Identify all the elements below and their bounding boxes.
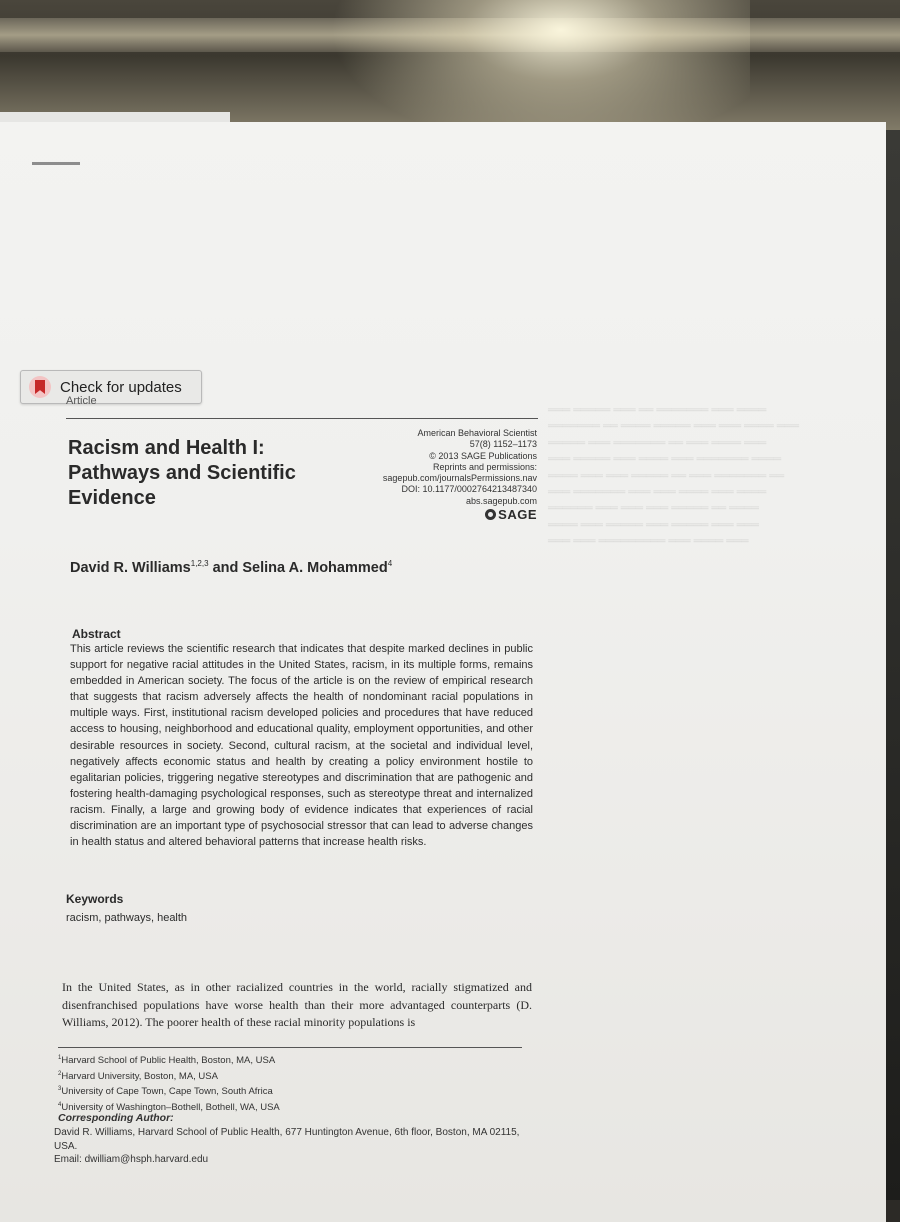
footnote-item: $^1$Harvard School of Public Health, Boston, MA, USA: [58, 1055, 276, 1067]
journal-site-link[interactable]: abs.sagepub.com: [465, 495, 537, 506]
author-conjunction: and: [208, 559, 243, 576]
journal-info: [340, 428, 537, 523]
journal-name: American Behavioral Scientist: [417, 428, 537, 438]
author-affiliation-marks: 1,2,3: [190, 559, 209, 568]
footnote-rule: [58, 1047, 522, 1048]
bookmark-icon: [29, 376, 51, 398]
abstract-heading: Abstract: [72, 627, 121, 641]
author-line: [70, 559, 392, 576]
title-line: Pathways and Scientific: [68, 462, 296, 484]
footnote-item: $^3$University of Cape Town, Cape Town, South Africa: [58, 1086, 273, 1098]
keywords-text: racism, pathways, health: [66, 912, 188, 924]
keywords-heading: Keywords: [66, 892, 124, 906]
email-label: Email:: [54, 1154, 85, 1165]
footnote-item: $^2$Harvard University, Boston, MA, USA: [58, 1070, 218, 1082]
publisher-logo: [340, 507, 537, 523]
affiliation-footnotes: [58, 1052, 280, 1115]
title-line: Evidence: [68, 487, 156, 509]
author-name: Selina A. Mohammed: [242, 559, 388, 576]
journal-copyright: © 2013 SAGE Publications: [429, 450, 537, 461]
check-for-updates-button[interactable]: [20, 370, 202, 404]
journal-doi: DOI: 10.1177/0002764213487340: [401, 484, 537, 495]
corresponding-author-heading: Corresponding Author:: [58, 1112, 174, 1124]
article-type-label: Article: [66, 395, 97, 407]
abstract-text: This article reviews the scientific research that indicates that despite marked declines in public support for negative racial attitudes in the United States, racism, in its multiple forms, remains embedded in American society. The focus of the article is on the review of empirical research that suggests that racism adversely affects the health of nondominant racial populations in multiple ways. First, institutional racism developed policies and procedures that have reduced access to housing, neighborhood and educational quality, employment opportunities, and other desirable resources in society. Second, cultural racism, at the societal and individual level, negatively affects economic status and health by creating a policy environment hostile to egalitarian policies, triggering negative stereotypes and discrimination that are pathogenic and fostering health-damaging psychological responses, such as stereotype threat and internalized racism. Finally, a large and growing body of evidence indicates that experiences of racial discrimination are an important type of psychosocial stressor that can lead to adverse changes in health status and altered behavioral patterns that increase health risks.: [70, 643, 533, 849]
corresponding-author-text: David R. Williams, Harvard School of Public Health, 677 Huntington Avenue, 6th floor, Boston, MA 02115, USA.: [54, 1127, 520, 1152]
corresponding-email: [54, 1154, 208, 1165]
body-paragraph: In the United States, as in other racialized countries in the world, racially stigmatized and disenfranchised populations have worse health than their more advantaged counterparts (D. Williams, 2012). The poorer health of these racial minority populations is: [62, 980, 532, 1029]
publisher-logo-text: SAGE: [498, 507, 537, 523]
show-through-text: ═══ ═════ ═══ ══ ═══════ ═══ ════ ═══════ ══ ════ ═════ ═══ ═══ ════ ═══ ═════ ═══ ═══════ ══ ═══ ════ ═══ ═══ ═════ ═══ ════ ═══ ═══════ ════ ════ ═══ ═══ ═════ ══ ═══ ═══════ ══ ═══ ═══════ ═══ ═══ ════ ═══ ════ ══════ ═══ ═══ ═══ ═════ ══ ════ ════ ═══ ═════ ═══ ═════ ═══ ═══ ═══ ═══ ═════════ ═══ ════ ═══: [548, 404, 800, 548]
staple: [32, 162, 80, 165]
sage-logo-icon: [485, 509, 496, 520]
check-for-updates-label: Check for updates: [60, 378, 182, 396]
journal-reprints: Reprints and permissions:: [432, 461, 537, 472]
author-name: David R. Williams: [70, 559, 191, 576]
author-affiliation-marks: 4: [387, 559, 393, 568]
journal-permissions-link[interactable]: sagepub.com/journalsPermissions.nav: [382, 473, 537, 484]
email-link[interactable]: dwilliam@hsph.harvard.edu: [84, 1154, 209, 1165]
header-rule: [66, 418, 538, 419]
journal-volume: 57(8) 1152–1173: [469, 439, 537, 450]
title-line: Racism and Health I:: [68, 437, 265, 459]
footnote-item: $^4$University of Washington–Bothell, Bothell, WA, USA: [58, 1101, 280, 1114]
paper-page: [0, 122, 886, 1222]
